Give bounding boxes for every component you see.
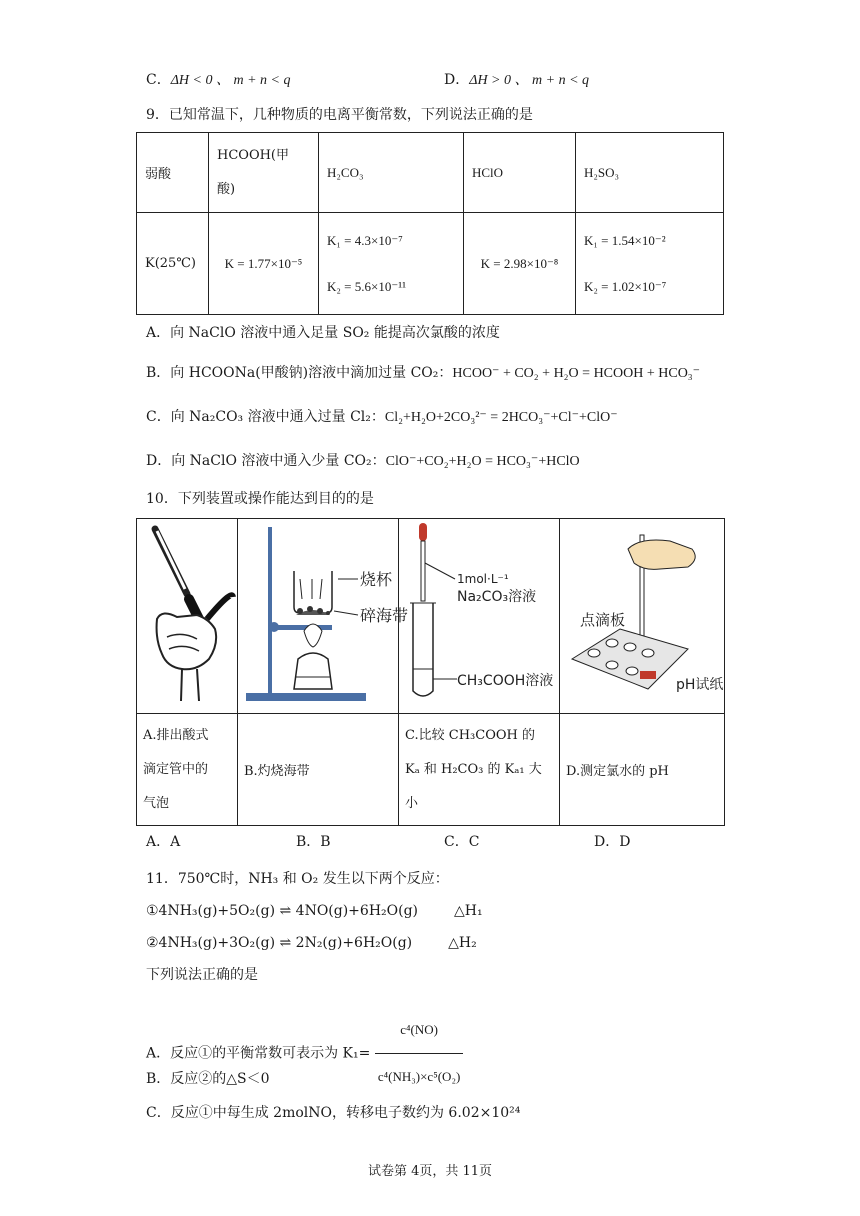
dropper-test-tube-illustration	[399, 519, 559, 709]
q11-reaction-1-dh: △H₁	[454, 903, 483, 919]
q9-acid-hclo: HClO	[464, 133, 576, 213]
q10-image-a	[137, 519, 238, 714]
q8-option-d-expr: ΔH > 0 、 m + n < q	[469, 73, 590, 88]
label-ph-paper: pH试纸	[676, 677, 724, 693]
q10-caption-c	[399, 714, 560, 826]
label-solution-conc: 1mol·L⁻¹	[457, 572, 509, 586]
q9-option-b-text: B．向 HCOONa(甲酸钠)溶液中滴加过量 CO₂：	[146, 365, 453, 381]
q9-option-c	[146, 408, 618, 427]
q9-k-h2co3	[319, 213, 464, 315]
label-solution-name: Na₂CO₃溶液	[457, 589, 537, 605]
q9-k-h2co3-k2: K₂ = 5.6×10⁻¹¹	[327, 278, 406, 294]
q10-answer-c: C．C	[444, 834, 480, 850]
label-beaker: 烧杯	[360, 570, 393, 589]
q10-answer-b: B．B	[296, 834, 331, 850]
q10-answer-d: D．D	[594, 834, 631, 850]
q10-caption-a-line3: 气泡	[143, 795, 170, 811]
ph-test-illustration	[560, 519, 724, 709]
q9-acid-h2so3: H₂SO₃	[576, 133, 724, 213]
q8-option-c	[146, 71, 291, 90]
q9-acid-hcooh-line1: HCOOH(甲	[217, 147, 290, 163]
q10-image-c	[399, 519, 560, 714]
q9-k-hcooh: K = 1.77×10⁻⁵	[209, 213, 319, 315]
q9-option-b	[146, 364, 700, 383]
q10-stem: 10．下列装置或操作能达到目的的是	[146, 491, 374, 507]
ignite-seaweed-illustration	[238, 519, 409, 709]
q8-option-d	[444, 71, 589, 90]
q9-option-d-text: D．向 NaClO 溶液中通入少量 CO₂：	[146, 453, 386, 469]
q8-option-c-label: C．	[146, 72, 171, 88]
q8-option-c-expr: ΔH < 0 、 m + n < q	[170, 73, 291, 88]
q9-option-d-equation: ClO⁻+CO₂+H₂O = HCO₃⁻+HClO	[385, 454, 580, 469]
q9-constants-table	[136, 132, 724, 315]
q9-option-c-text: C．向 Na₂CO₃ 溶液中通入过量 Cl₂：	[146, 409, 385, 425]
q11-k1-fraction	[375, 1008, 463, 1099]
q10-caption-d: D.测定氯水的 pH	[560, 714, 725, 826]
q10-apparatus-table	[136, 518, 725, 826]
q10-caption-a-line2: 滴定管中的	[143, 761, 209, 777]
label-spot-plate: 点滴板	[580, 611, 626, 629]
q10-caption-b: B.灼烧海带	[238, 714, 399, 826]
q11-option-b: B．反应②的△S＜0	[146, 1071, 270, 1087]
q11-option-c: C．反应①中每生成 2molNO，转移电子数约为 6.02×10²⁴	[146, 1105, 521, 1121]
q11-k1-denominator: c⁴(NH₃)×c⁵(O₂)	[377, 1069, 461, 1084]
q11-ask: 下列说法正确的是	[146, 967, 258, 983]
label-seaweed: 碎海带	[360, 606, 409, 625]
q9-acid-hcooh	[209, 133, 319, 213]
q9-row2-label: K(25℃)	[137, 213, 209, 315]
page-footer: 试卷第 4页，共 11页	[367, 1164, 493, 1179]
q9-acid-hcooh-line2: 酸)	[217, 181, 236, 197]
q9-row1-label: 弱酸	[137, 133, 209, 213]
q10-caption-c-line1: C.比较 CH₃COOH 的	[405, 727, 535, 743]
q11-reaction-2-dh: △H₂	[448, 935, 477, 951]
q10-caption-c-line3: 小	[405, 795, 419, 811]
q11-k1-numerator: c⁴(NO)	[375, 1008, 463, 1054]
q11-reaction-1-equation: ①4NH₃(g)+5O₂(g) ⇌ 4NO(g)+6H₂O(g)	[146, 903, 419, 919]
q10-caption-c-line2: Kₐ 和 H₂CO₃ 的 Kₐ₁ 大	[405, 761, 542, 777]
q9-option-c-equation: Cl₂+H₂O+2CO₃²⁻ = 2HCO₃⁻+Cl⁻+ClO⁻	[384, 410, 618, 425]
q9-k-hclo: K = 2.98×10⁻⁸	[464, 213, 576, 315]
q11-option-a-text: A．反应①的平衡常数可表示为 K₁=	[146, 1045, 371, 1062]
q11-reaction-1	[146, 902, 483, 920]
label-acetic: CH₃COOH溶液	[457, 673, 554, 689]
q9-option-b-equation: HCOO⁻ + CO₂ + H₂O = HCOOH + HCO₃⁻	[452, 366, 701, 381]
burette-hand-illustration	[137, 519, 237, 709]
q9-stem: 9．已知常温下，几种物质的电离平衡常数，下列说法正确的是	[146, 107, 533, 123]
q8-option-d-label: D．	[444, 72, 470, 88]
q11-reaction-2-equation: ②4NH₃(g)+3O₂(g) ⇌ 2N₂(g)+6H₂O(g)	[146, 935, 413, 951]
q11-stem: 11．750℃时，NH₃ 和 O₂ 发生以下两个反应：	[146, 871, 449, 887]
q9-k-h2co3-k1: K₁ = 4.3×10⁻⁷	[327, 232, 403, 248]
q9-k-h2so3-k2: K₂ = 1.02×10⁻⁷	[584, 278, 667, 294]
q10-caption-a	[137, 714, 238, 826]
q9-option-a: A．向 NaClO 溶液中通入足量 SO₂ 能提高次氯酸的浓度	[146, 325, 500, 341]
q9-option-d	[146, 452, 580, 471]
q9-k-h2so3-k1: K₁ = 1.54×10⁻²	[584, 232, 666, 248]
q10-answer-a: A．A	[146, 834, 181, 850]
q9-acid-h2co3: H₂CO₃	[319, 133, 464, 213]
q11-reaction-2	[146, 934, 477, 952]
q10-caption-a-line1: A.排出酸式	[143, 727, 209, 743]
q10-image-d	[560, 519, 725, 714]
q10-image-b	[238, 519, 409, 714]
q9-k-h2so3	[576, 213, 724, 315]
